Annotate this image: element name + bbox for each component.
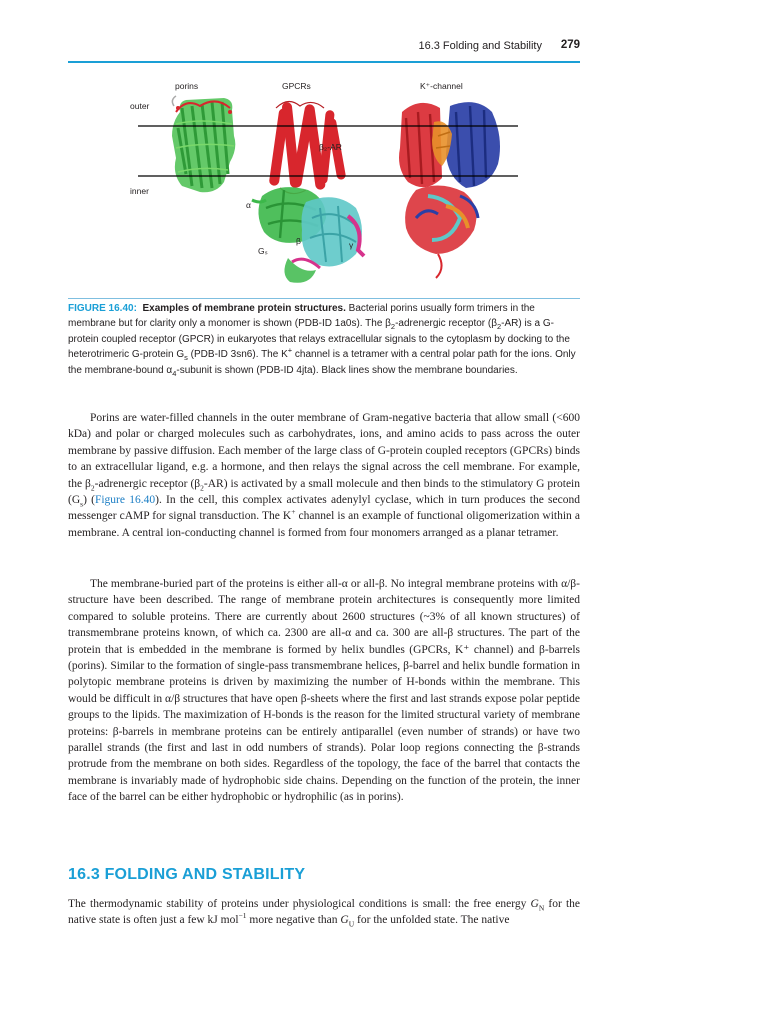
label-beta: β <box>296 236 301 246</box>
body-paragraph-architecture <box>68 576 580 806</box>
paragraph-sub: 2 <box>200 482 204 492</box>
caption-sup: + <box>287 345 293 355</box>
header-section-title: 16.3 Folding and Stability <box>418 40 542 52</box>
label-outer: outer <box>130 101 150 111</box>
caption-text: (PDB-ID 3sn6). The K <box>187 349 288 361</box>
symbol-g: G <box>340 914 349 927</box>
page-number: 279 <box>560 39 580 51</box>
paragraph-text: ) ( <box>83 494 95 507</box>
paragraph-text: for the native state is often just a few kJ mol <box>68 898 580 927</box>
paragraph-text: The thermodynamic stability of proteins under physiological conditions is small: the free energy <box>68 898 531 910</box>
caption-sub: 4 <box>172 368 177 378</box>
paragraph-sup: + <box>291 507 296 517</box>
paragraph-text: for the unfolded state. The native <box>354 914 510 927</box>
figure-caption <box>68 298 580 378</box>
caption-label: FIGURE 16.40: <box>68 303 137 314</box>
label-gamma: γ <box>349 240 354 250</box>
caption-sub: 2 <box>390 322 396 332</box>
porin-structure <box>172 96 235 192</box>
caption-title: Examples of membrane protein structures. <box>142 303 346 314</box>
section-heading: 16.3 FOLDING AND STABILITY <box>68 866 306 883</box>
label-inner: inner <box>130 186 149 196</box>
kchannel-structure <box>399 102 500 278</box>
label-b2ar: β₂-AR <box>319 142 342 152</box>
gpcr-structure <box>269 101 347 193</box>
label-kchannel: K⁺-channel <box>420 81 463 91</box>
caption-text: -adrenergic receptor (β <box>395 318 497 330</box>
label-porins: porins <box>175 81 199 91</box>
label-alpha: α <box>246 200 251 210</box>
label-gs: Gₛ <box>258 246 268 256</box>
label-gpcrs: GPCRs <box>282 81 311 91</box>
paragraph-text: ). In the cell, this complex activates adenylyl cyclase, which in turn produces the second messenger cAMP for signal transduction. The K <box>68 494 580 523</box>
symbol-g: G <box>530 898 539 910</box>
paragraph-text: more negative than <box>246 914 341 927</box>
membrane-protein-figure <box>120 78 520 296</box>
paragraph-text: Porins are water-filled channels in the outer membrane of Gram-negative bacteria that allow small (<600 kDa) and polar or charged molecules such as carbohydrates, ions, and amino acids to pass across the outer membrane by passive diffusion. Each member of the large class of G-protein coupled receptors (GPCRs) binds to an extracellular ligand, e.g. a hormone, and then relays the signal across the cell membrane. For example, the β <box>68 412 580 490</box>
body-paragraph-stability <box>68 896 580 929</box>
paragraph-sub: 2 <box>90 482 95 492</box>
paragraph-text: -adrenergic receptor (β <box>94 477 201 490</box>
paragraph-sub: s <box>80 499 84 509</box>
paragraph-sup: −1 <box>238 911 247 921</box>
paragraph-text: The membrane-buried part of the proteins is either all-α or all-β. No integral membrane proteins with α/β-structure have been described. The range of membrane protein architectures is consequently more limited compared to soluble proteins. There are currently about 2600 structures (~3% of all known structures) of transmembrane proteins known, of which ca. 2300 are all-α and ca. 300 are all-β structures. The part of the protein that is embedded in the membrane is formed by helix bundles (GPCRs, K⁺ channel) and β-barrels (porins). Similar to the formation of single-pass transmembrane helices, β-barrel and helix bundle formation in polytopic membrane proteins is driven by maximizing the number of H-bonds within the membrane. This would be difficult in α/β structures that have open β-sheets where the first and last strands expose polar peptide groups to the lipids. The maximization of H-bonds is the reason for the limited structural variety of membrane proteins: β-barrels in membrane proteins can be entirely antiparallel (even number of strands) or have two parallel strands (the first and last in odd numbers of strands). Polar loop regions connecting the β-strands protrude from the membrane on both sides. Regardless of the topology, the face of the barrel that contacts the membrane is invariably made of hydrophobic side chains. Depending on the function of the protein, the inner face of the barrel can be either hydrophobic or hydrophilic (as in porins). <box>68 578 580 804</box>
caption-text: -AR) is a G-protein coupled receptor (GPCR) in eukaryotes that relays extracellular signals to the cytoplasm by docking to the heterotrimeric G-protein G <box>68 318 570 361</box>
caption-sub: 2 <box>497 322 502 332</box>
paragraph-text: channel is an example of functional oligomerization within a membrane. A central ion-conducting channel is formed from four monomers arranged as a planar tetramer. <box>68 510 580 539</box>
body-paragraph-porins <box>68 410 580 541</box>
paragraph-sub: N <box>538 903 545 913</box>
caption-sub: s <box>184 353 188 363</box>
caption-text: -subunit is shown (PDB-ID 4jta). Black lines show the membrane boundaries. <box>176 364 518 376</box>
figure-reference-link[interactable]: Figure 16.40 <box>94 494 156 507</box>
header-rule <box>68 61 580 63</box>
caption-text: channel is a tetramer with a central polar path for the ions. Only the membrane-bound α <box>68 349 576 376</box>
caption-text: Bacterial porins usually form trimers in the membrane but for clarity only a monomer is shown (PDB-ID 1a0s). The β <box>68 303 535 330</box>
paragraph-sub: U <box>348 919 355 929</box>
gprotein-structure <box>246 187 364 283</box>
running-header <box>68 36 580 58</box>
paragraph-text: -AR) is activated by a small molecule and then binds to the stimulatory G protein (G <box>68 477 580 507</box>
